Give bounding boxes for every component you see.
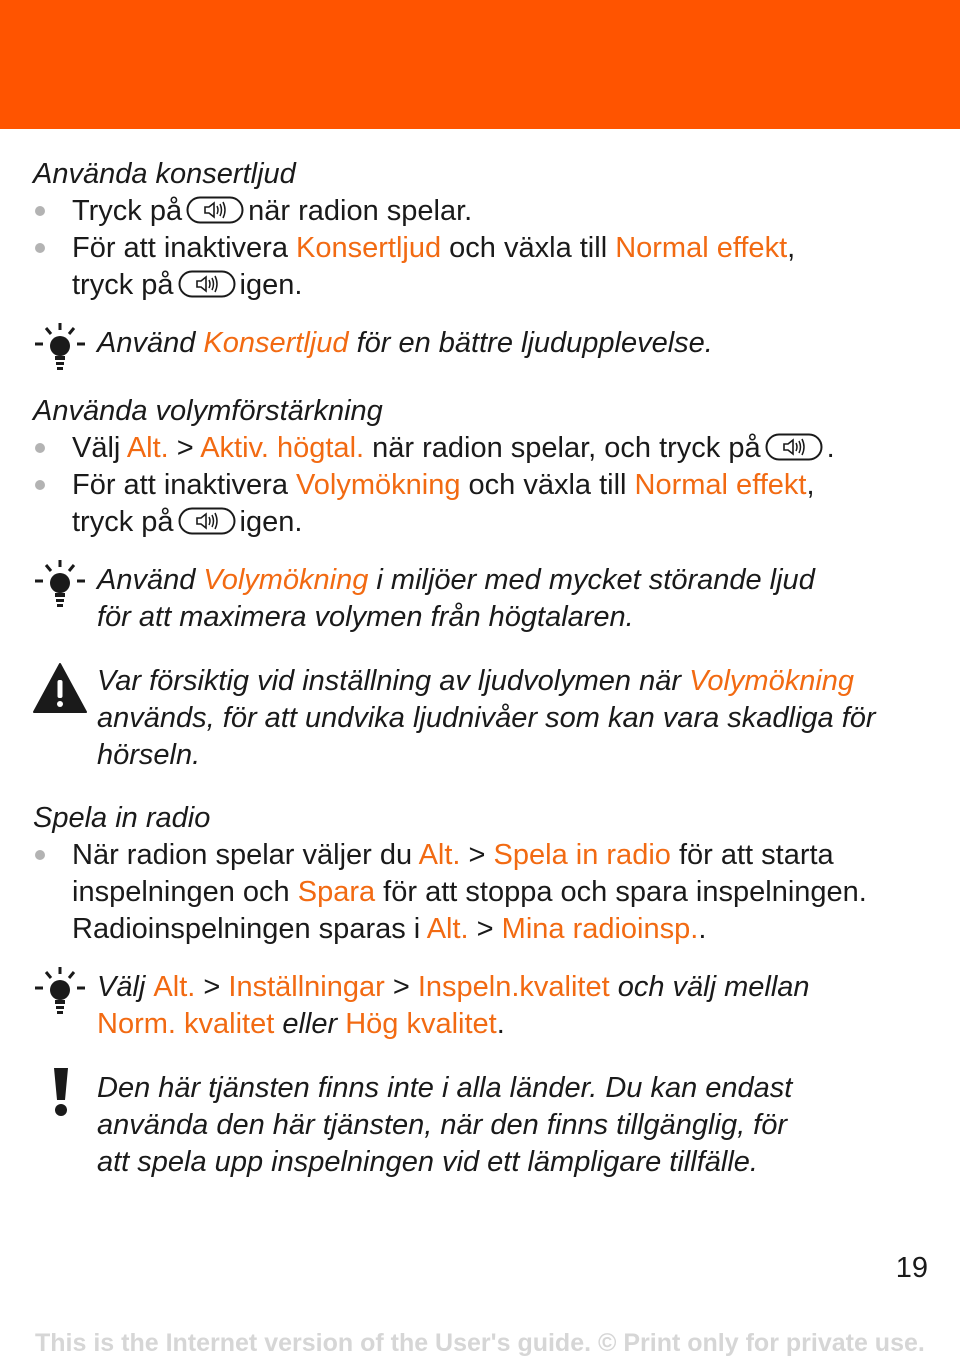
warning-triangle-icon bbox=[33, 662, 87, 719]
section-heading-spela-in-radio: Spela in radio bbox=[33, 802, 211, 834]
tip-text: Använd Konsertljud för en bättre ljudupplevelse. bbox=[97, 327, 713, 359]
bullet-text: Tryck på när radion spelar. bbox=[72, 193, 472, 234]
bullet bbox=[35, 206, 45, 216]
header-banner bbox=[0, 0, 960, 129]
bullet-text: När radion spelar väljer du Alt. > Spela in radio för att starta bbox=[72, 839, 834, 871]
exclamation-note-icon bbox=[50, 1066, 72, 1123]
footer-disclaimer: This is the Internet version of the User's guide. © Print only for private use. bbox=[35, 1329, 925, 1357]
page-number: 19 bbox=[895, 1252, 928, 1284]
volume-key-icon bbox=[178, 507, 236, 545]
warning-text-continued: hörseln. bbox=[97, 739, 201, 771]
lightbulb-tip-icon bbox=[33, 559, 87, 614]
volume-key-icon bbox=[765, 433, 823, 471]
bullet bbox=[35, 850, 45, 860]
note-text-continued: använda den här tjänsten, när den finns tillgänglig, för bbox=[97, 1109, 788, 1141]
bullet-text: För att inaktivera Konsertljud och växla till Normal effekt, bbox=[72, 232, 796, 264]
tip-text-continued: Norm. kvalitet eller Hög kvalitet. bbox=[97, 1008, 505, 1040]
warning-text-continued: används, för att undvika ljudnivåer som kan vara skadliga för bbox=[97, 702, 876, 734]
warning-text: Var försiktig vid inställning av ljudvolymen när Volymökning bbox=[97, 665, 855, 697]
tip-text: Välj Alt. > Inställningar > Inspeln.kvalitet och välj mellan bbox=[97, 971, 810, 1003]
lightbulb-tip-icon bbox=[33, 966, 87, 1021]
bullet bbox=[35, 443, 45, 453]
section-heading-konsertljud: Använda konsertljud bbox=[33, 158, 296, 190]
bullet-text-continued: inspelningen och Spara för att stoppa och spara inspelningen. bbox=[72, 876, 867, 908]
bullet bbox=[35, 243, 45, 253]
bullet-text-continued: tryck på igen. bbox=[72, 504, 302, 545]
lightbulb-tip-icon bbox=[33, 322, 87, 377]
bullet-text: Välj Alt. > Aktiv. högtal. när radion spelar, och tryck på . bbox=[72, 430, 835, 471]
bullet bbox=[35, 480, 45, 490]
bullet-text-continued: tryck på igen. bbox=[72, 267, 302, 308]
tip-text-continued: för att maximera volymen från högtalaren. bbox=[97, 601, 634, 633]
section-heading-volymforstarkning: Använda volymförstärkning bbox=[33, 395, 383, 427]
volume-key-icon bbox=[186, 196, 244, 234]
volume-key-icon bbox=[178, 270, 236, 308]
note-text: Den här tjänsten finns inte i alla länder. Du kan endast bbox=[97, 1072, 793, 1104]
tip-text: Använd Volymökning i miljöer med mycket störande ljud bbox=[97, 564, 815, 596]
note-text-continued: att spela upp inspelningen vid ett lämpligare tillfälle. bbox=[97, 1146, 758, 1178]
bullet-text: För att inaktivera Volymökning och växla till Normal effekt, bbox=[72, 469, 815, 501]
bullet-text-continued: Radioinspelningen sparas i Alt. > Mina radioinsp.. bbox=[72, 913, 707, 945]
